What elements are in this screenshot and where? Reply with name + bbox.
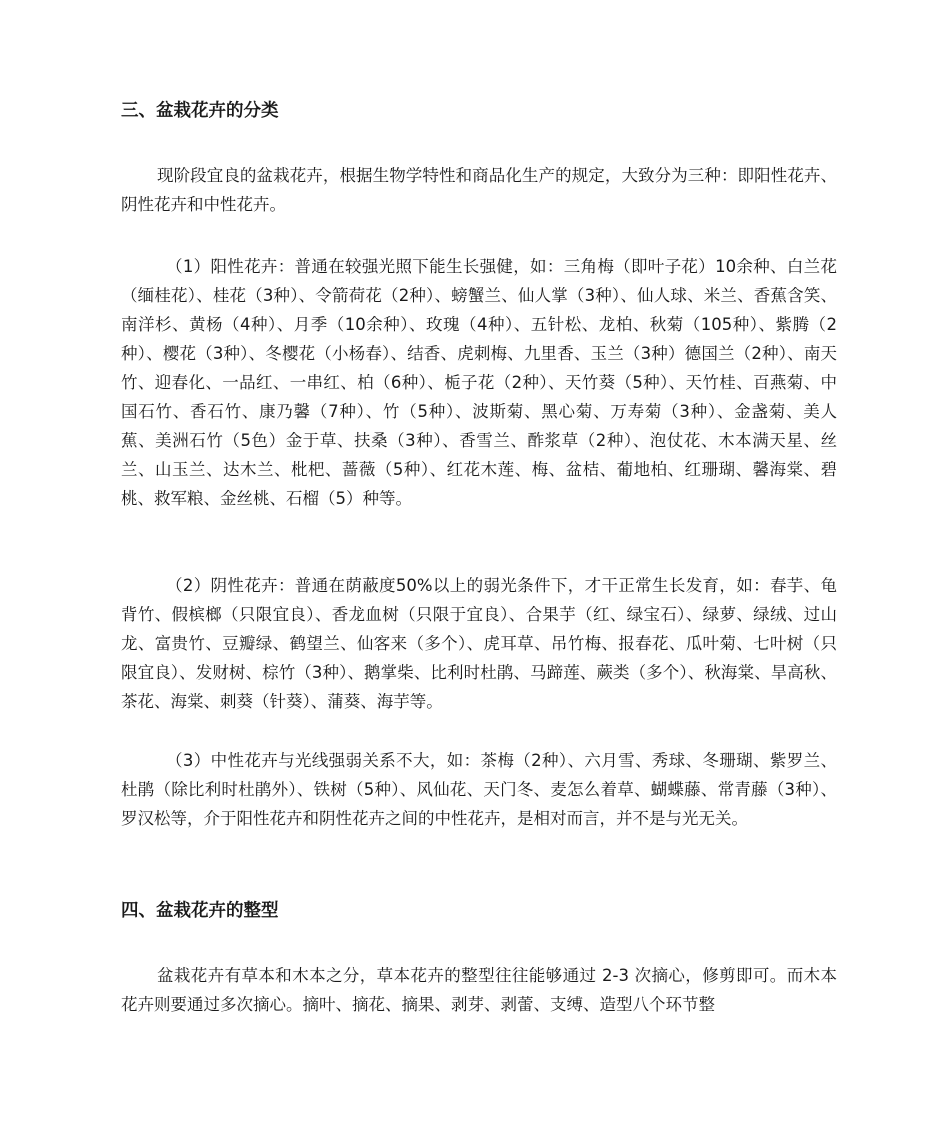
section-heading-classification: 三、盆栽花卉的分类 bbox=[121, 101, 279, 121]
paragraph-neutral-flowers: （3）中性花卉与光线强弱关系不大，如：茶梅（2种）、六月雪、秀球、冬珊瑚、紫罗兰、杜鹃（除比利时杜鹃外）、铁树（5种）、风仙花、天门冬、麦怎么着草、蝴蝶藤、常青藤（3种）、罗汉松等，介于阳性花卉和阴性花卉之间的中性花卉，是相对而言，并不是与光无关。 bbox=[121, 751, 837, 828]
paragraph-intro: 现阶段宜良的盆栽花卉，根据生物学特性和商品化生产的规定，大致分为三种：即阳性花卉、阴性花卉和中性花卉。 bbox=[121, 166, 837, 214]
paragraph-shade-flowers: （2）阴性花卉：普通在荫蔽度50%以上的弱光条件下，才干正常生长发育，如：春芋、龟背竹、假槟榔（只限宜良）、香龙血树（只限于宜良）、合果芋（红、绿宝石）、绿萝、绿绒、过山龙、富贵竹、豆瓣绿、鹤望兰、仙客来（多个）、虎耳草、吊竹梅、报春花、瓜叶菊、七叶树（只限宜良）、发财树、棕竹（3种）、鹅掌柴、比利时杜鹃、马蹄莲、蕨类（多个）、秋海棠、旱高秋、茶花、海棠、刺葵（针葵）、蒲葵、海芋等。 bbox=[121, 576, 837, 711]
section-heading-shaping: 四、盆栽花卉的整型 bbox=[121, 901, 279, 921]
paragraph-shaping: 盆栽花卉有草本和木本之分，草本花卉的整型往往能够通过 2-3 次摘心，修剪即可。而木本花卉则要通过多次摘心。摘叶、摘花、摘果、剥芽、剥蕾、支缚、造型八个环节整 bbox=[121, 966, 837, 1014]
paragraph-sun-flowers: （1）阳性花卉：普通在较强光照下能生长强健，如：三角梅（即叶子花）10余种、白兰花（缅桂花）、桂花（3种）、令箭荷花（2种）、螃蟹兰、仙人掌（3种）、仙人球、米兰、香蕉含笑、南洋杉、黄杨（4种）、月季（10余种）、玫瑰（4种）、五针松、龙柏、秋菊（105种）、紫腾（2种）、樱花（3种）、冬樱花（小杨春）、结香、虎刺梅、九里香、玉兰（3种）德国兰（2种）、南天竹、迎春化、一品红、一串红、柏（6种）、栀子花（2种）、天竹葵（5种）、天竹桂、百燕菊、中国石竹、香石竹、康乃馨（7种）、竹（5种）、波斯菊、黑心菊、万寿菊（3种）、金盏菊、美人蕉、美洲石竹（5色）金于草、扶桑（3种）、香雪兰、酢浆草（2种）、泡仗花、木本满天星、丝兰、山玉兰、达木兰、枇杷、蔷薇（5种）、红花木莲、梅、盆桔、葡地柏、红珊瑚、馨海棠、碧桃、救军粮、金丝桃、石榴（5）种等。 bbox=[121, 257, 837, 508]
